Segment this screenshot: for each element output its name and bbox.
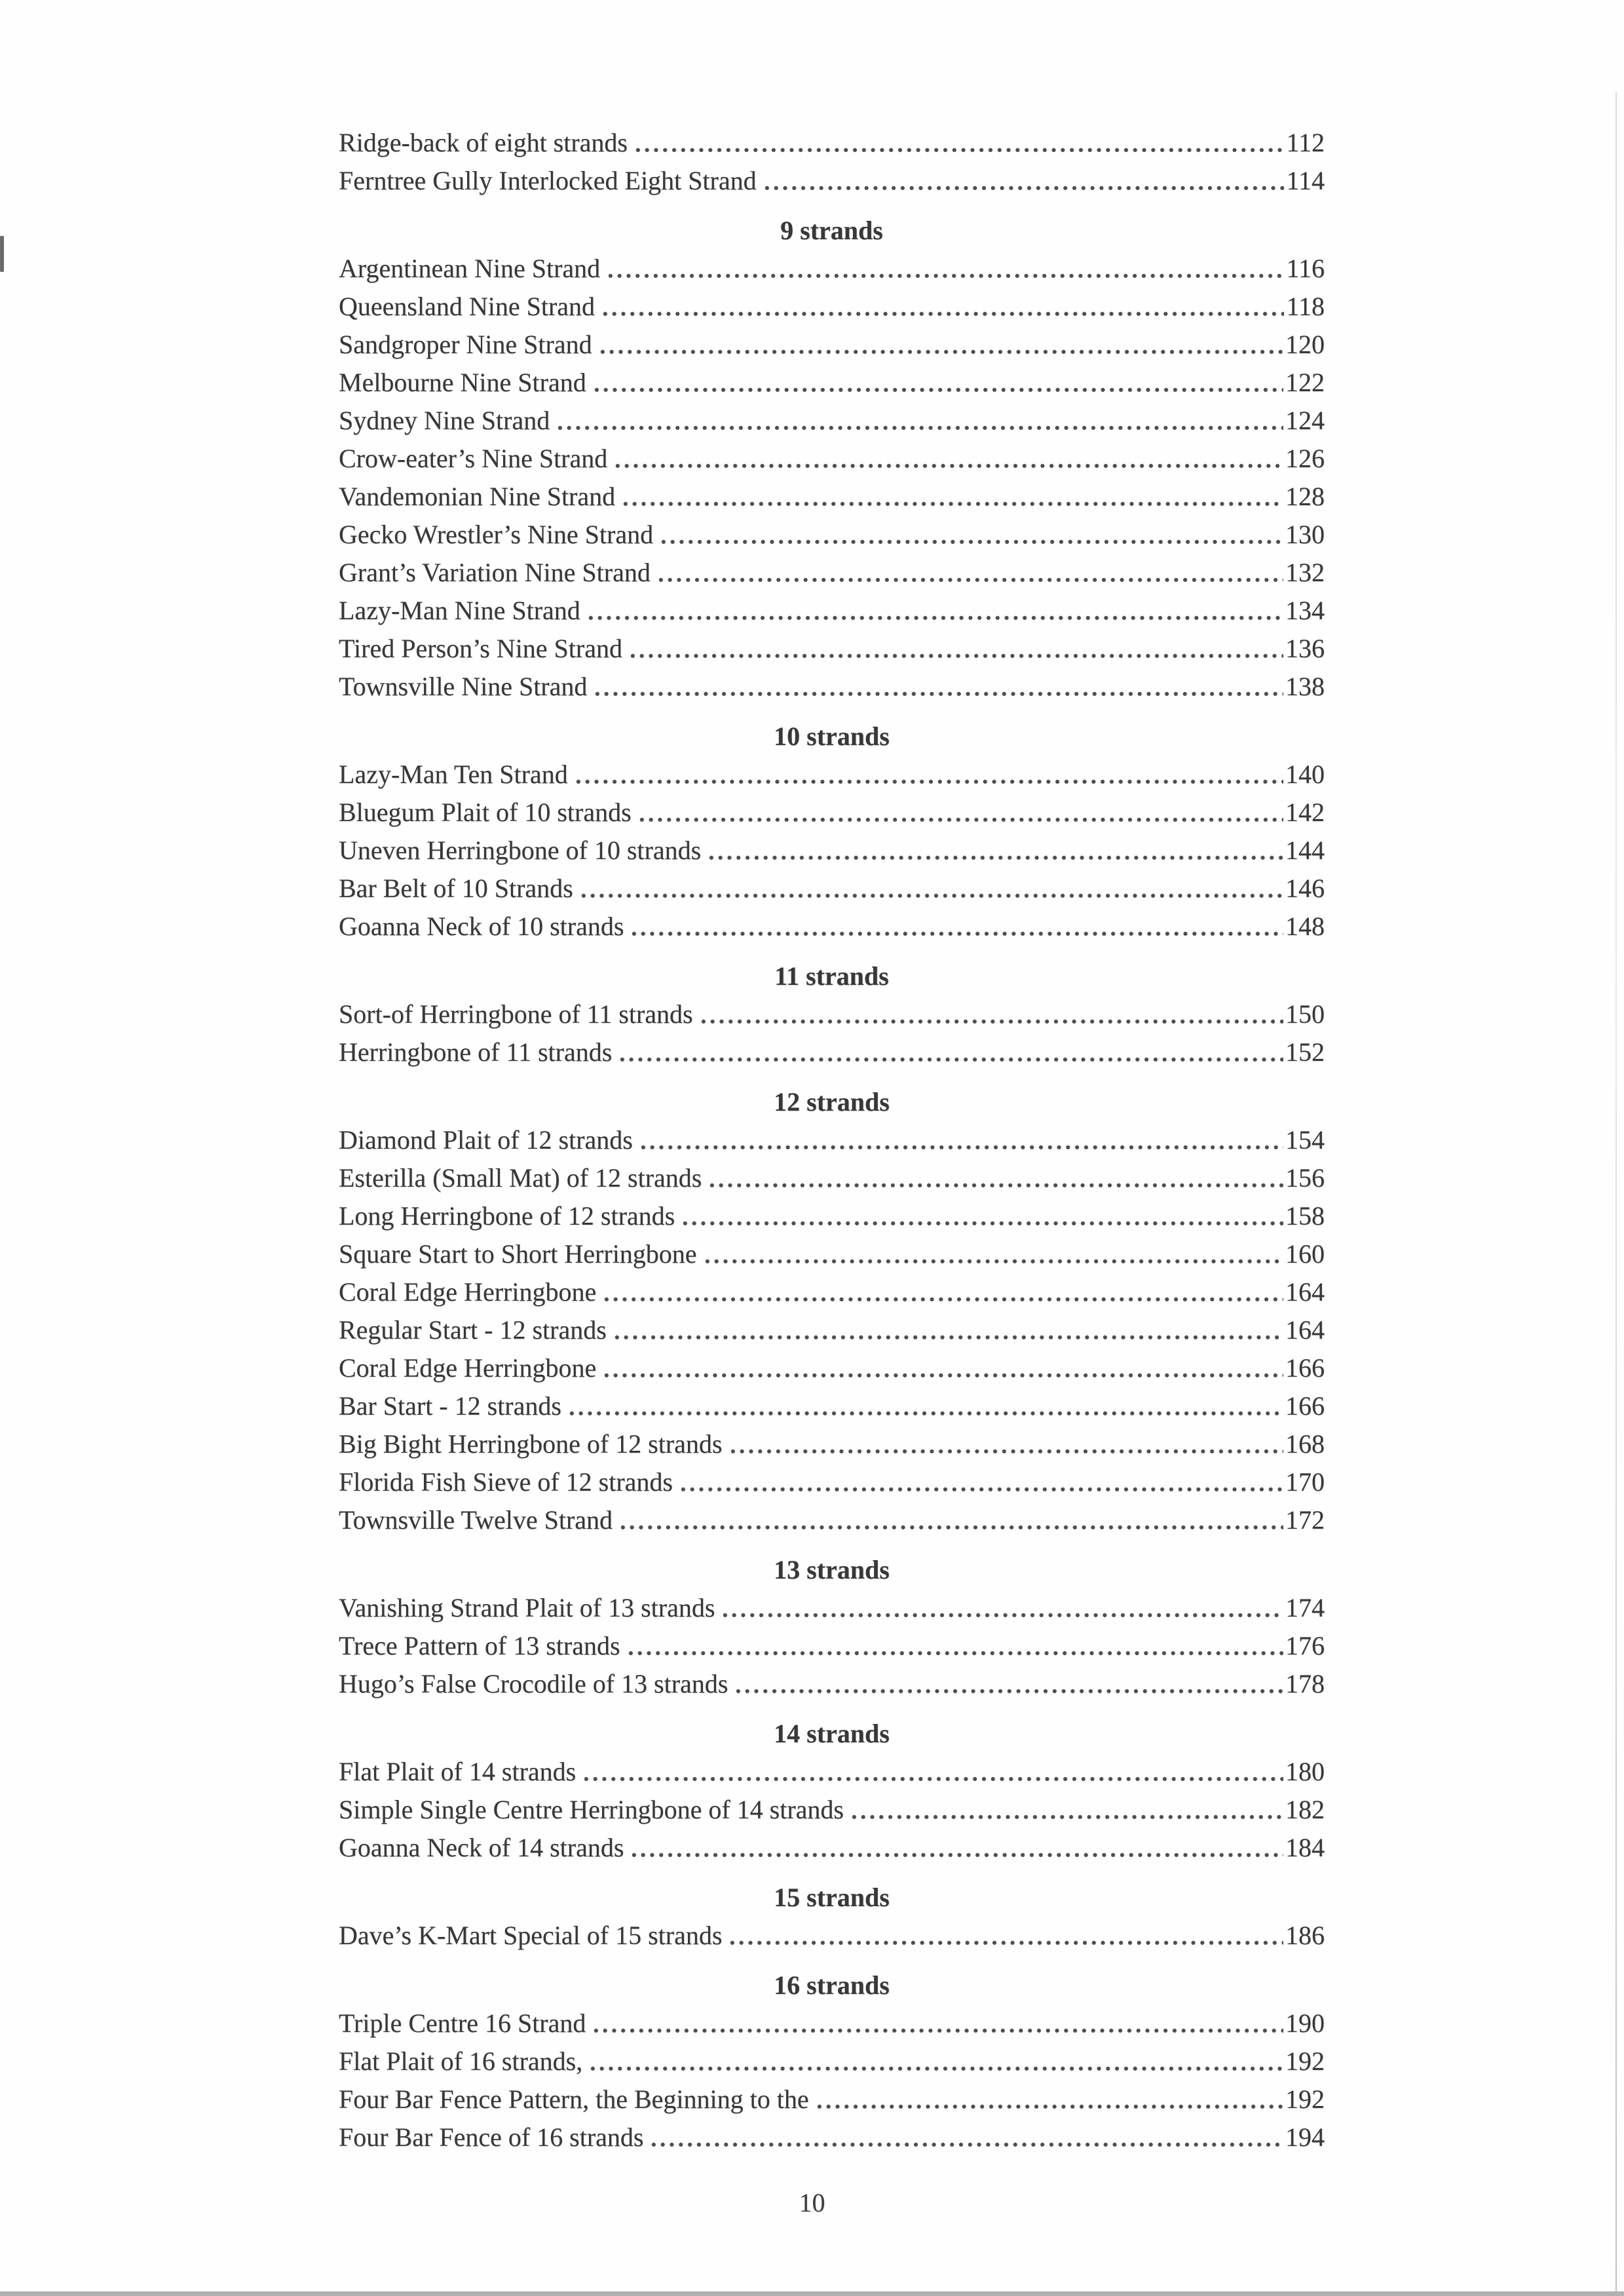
dotted-leader <box>613 462 1283 470</box>
toc-row <box>339 629 1325 667</box>
toc-entry-page: 114 <box>1286 166 1325 195</box>
section-heading: 11 strands <box>774 961 889 991</box>
toc-row <box>339 869 1325 907</box>
toc-row <box>339 1828 1325 1866</box>
toc-entry-title: Lazy-Man Nine Strand <box>339 596 580 625</box>
toc-entry-title: Ferntree Gully Interlocked Eight Strand <box>339 166 757 195</box>
toc-entry-title: Bar Belt of 10 Strands <box>339 873 573 903</box>
toc-entry-title: Big Bight Herringbone of 12 strands <box>339 1429 723 1459</box>
toc-row <box>339 2004 1325 2042</box>
toc-entry-page: 178 <box>1285 1669 1325 1698</box>
dotted-leader <box>602 1295 1283 1303</box>
toc-entry-page: 182 <box>1285 1795 1325 1824</box>
toc-entry-page: 116 <box>1286 254 1325 283</box>
toc-entry-page: 132 <box>1285 558 1325 587</box>
toc-row <box>339 515 1325 553</box>
toc-row <box>339 667 1325 705</box>
toc-row <box>339 1752 1325 1790</box>
toc-entry-page: 118 <box>1286 292 1325 321</box>
toc-entry-page: 192 <box>1285 2046 1325 2076</box>
toc-entry-title: Herringbone of 11 strands <box>339 1037 613 1067</box>
toc-entry-page: 130 <box>1285 520 1325 549</box>
dotted-leader <box>626 1649 1283 1657</box>
toc-entry-page: 152 <box>1285 1037 1325 1067</box>
dotted-leader <box>707 854 1283 862</box>
toc-entry-title: Coral Edge Herringbone <box>339 1277 597 1307</box>
toc-entry-page: 174 <box>1285 1593 1325 1622</box>
toc-entry-title: Townsville Nine Strand <box>339 672 588 701</box>
toc-entry-title: Ridge-back of eight strands <box>339 128 628 157</box>
dotted-leader <box>579 892 1283 900</box>
toc-entry-title: Vandemonian Nine Strand <box>339 482 616 511</box>
toc-row <box>339 2118 1325 2156</box>
toc-row <box>339 553 1325 591</box>
section-heading: 10 strands <box>774 721 890 751</box>
dotted-leader <box>628 652 1283 660</box>
toc-row <box>339 1664 1325 1702</box>
toc-entry-title: Townsville Twelve Strand <box>339 1505 613 1535</box>
toc-entry-title: Trece Pattern of 13 strands <box>339 1631 620 1660</box>
toc-entry-page: 166 <box>1285 1391 1325 1421</box>
toc-entry-page: 170 <box>1285 1467 1325 1497</box>
toc-row <box>339 2042 1325 2080</box>
toc-entry-title: Hugo’s False Crocodile of 13 strands <box>339 1669 728 1698</box>
toc-row <box>339 907 1325 945</box>
toc-entry-page: 140 <box>1285 759 1325 789</box>
toc-entry-page: 184 <box>1285 1833 1325 1862</box>
section-heading: 15 strands <box>774 1883 890 1912</box>
dotted-leader <box>699 1018 1283 1025</box>
toc-entry-title: Bar Start - 12 strands <box>339 1391 561 1421</box>
toc-entry-page: 126 <box>1285 444 1325 473</box>
toc-row <box>339 363 1325 401</box>
dotted-leader <box>850 1813 1283 1821</box>
toc-entry-title: Crow-eater’s Nine Strand <box>339 444 608 473</box>
toc-entry-title: Melbourne Nine Strand <box>339 368 586 397</box>
dotted-leader <box>633 146 1284 154</box>
toc-entry-page: 190 <box>1285 2008 1325 2038</box>
toc-row <box>339 477 1325 515</box>
toc-entry-title: Four Bar Fence Pattern, the Beginning to the <box>339 2084 809 2114</box>
dotted-leader <box>606 272 1284 280</box>
dotted-leader <box>656 576 1283 584</box>
toc-entry-page: 138 <box>1285 672 1325 701</box>
toc-entry-title: Goanna Neck of 10 strands <box>339 911 624 941</box>
toc-entry-page: 134 <box>1285 596 1325 625</box>
dotted-leader <box>567 1409 1283 1417</box>
toc-row <box>339 1916 1325 1954</box>
toc-row <box>339 161 1325 199</box>
toc-entry-title: Regular Start - 12 strands <box>339 1315 607 1345</box>
toc-entry-title: Argentinean Nine Strand <box>339 254 601 283</box>
toc-entry-title: Goanna Neck of 14 strands <box>339 1833 624 1862</box>
toc-row <box>339 249 1325 287</box>
toc-entry-title: Four Bar Fence of 16 strands <box>339 2122 644 2152</box>
toc-row <box>339 1120 1325 1158</box>
dotted-leader <box>703 1257 1283 1265</box>
toc-row <box>339 1588 1325 1626</box>
dotted-leader <box>637 816 1283 824</box>
toc-entry-page: 168 <box>1285 1429 1325 1459</box>
toc-entry-title: Grant’s Variation Nine Strand <box>339 558 651 587</box>
toc-entry-title: Long Herringbone of 12 strands <box>339 1201 675 1231</box>
toc-entry-title: Sort-of Herringbone of 11 strands <box>339 999 693 1029</box>
toc-entry-title: Diamond Plait of 12 strands <box>339 1125 633 1155</box>
toc-entry-title: Triple Centre 16 Strand <box>339 2008 586 2038</box>
dotted-leader <box>593 690 1283 698</box>
toc-entry-title: Flat Plait of 16 strands, <box>339 2046 583 2076</box>
toc-entry-page: 166 <box>1285 1353 1325 1383</box>
dotted-leader <box>721 1611 1283 1619</box>
toc-entry-page: 192 <box>1285 2084 1325 2114</box>
toc-row <box>339 793 1325 831</box>
toc-entry-title: Esterilla (Small Mat) of 12 strands <box>339 1163 702 1193</box>
dotted-leader <box>649 2141 1283 2149</box>
dotted-leader <box>582 1775 1283 1783</box>
dotted-leader <box>618 1523 1283 1531</box>
toc-entry-page: 148 <box>1285 911 1325 941</box>
toc-entry-page: 142 <box>1285 797 1325 827</box>
toc-row <box>339 1033 1325 1071</box>
toc-entry-page: 112 <box>1286 128 1325 157</box>
toc-entry-title: Vanishing Strand Plait of 13 strands <box>339 1593 715 1622</box>
toc-entry-page: 144 <box>1285 835 1325 865</box>
toc-entry-title: Square Start to Short Herringbone <box>339 1239 697 1269</box>
toc-entry-title: Uneven Herringbone of 10 strands <box>339 835 702 865</box>
toc-entry-title: Florida Fish Sieve of 12 strands <box>339 1467 673 1497</box>
toc-row <box>339 1626 1325 1664</box>
toc-entry-page: 150 <box>1285 999 1325 1029</box>
dotted-leader <box>613 1333 1283 1341</box>
toc-entry-page: 176 <box>1285 1631 1325 1660</box>
toc-row <box>339 325 1325 363</box>
toc-entry-title: Tired Person’s Nine Strand <box>339 634 622 663</box>
section-heading: 13 strands <box>774 1555 890 1584</box>
toc-row <box>339 591 1325 629</box>
toc-entry-title: Simple Single Centre Herringbone of 14 strands <box>339 1795 844 1824</box>
toc-entry-title: Lazy-Man Ten Strand <box>339 759 568 789</box>
dotted-leader <box>728 1447 1284 1455</box>
dotted-leader <box>601 310 1284 318</box>
toc-row <box>339 831 1325 869</box>
toc-list <box>339 123 1325 2156</box>
dotted-leader <box>586 614 1283 622</box>
toc-entry-title: Dave’s K-Mart Special of 15 strands <box>339 1921 723 1950</box>
dotted-leader <box>618 1056 1283 1063</box>
dotted-leader <box>588 2065 1283 2073</box>
dotted-leader <box>639 1143 1283 1151</box>
scan-artifact-right <box>1615 92 1617 2296</box>
toc-entry-page: 180 <box>1285 1757 1325 1786</box>
section-heading: 9 strands <box>780 216 883 245</box>
dotted-leader <box>592 2027 1283 2035</box>
dotted-leader <box>734 1687 1283 1695</box>
toc-entry-page: 158 <box>1285 1201 1325 1231</box>
toc-row <box>339 1311 1325 1349</box>
toc-entry-page: 124 <box>1285 406 1325 435</box>
toc-row <box>339 1425 1325 1463</box>
toc-entry-title: Queensland Nine Strand <box>339 292 595 321</box>
dotted-leader <box>708 1181 1283 1189</box>
toc-entry-page: 160 <box>1285 1239 1325 1269</box>
dotted-leader <box>681 1219 1283 1227</box>
toc-row <box>339 995 1325 1033</box>
toc-row <box>339 401 1325 439</box>
toc-row <box>339 1234 1325 1272</box>
footer-page-number: 10 <box>799 2188 825 2217</box>
toc-entry-title: Gecko Wrestler’s Nine Strand <box>339 520 654 549</box>
toc-row <box>339 1349 1325 1387</box>
dotted-leader <box>659 538 1283 546</box>
dotted-leader <box>602 1371 1283 1379</box>
dotted-leader <box>630 930 1283 938</box>
scan-artifact-bottom <box>0 2291 1624 2296</box>
dotted-leader <box>592 386 1283 394</box>
toc-row <box>339 2080 1325 2118</box>
toc-row <box>339 1196 1325 1234</box>
toc-row <box>339 1272 1325 1311</box>
toc-entry-page: 194 <box>1285 2122 1325 2152</box>
toc-row <box>339 1387 1325 1425</box>
dotted-leader <box>574 778 1283 786</box>
toc-entry-page: 154 <box>1285 1125 1325 1155</box>
toc-entry-page: 120 <box>1285 330 1325 359</box>
toc-entry-title: Flat Plait of 14 strands <box>339 1757 576 1786</box>
dotted-leader <box>621 500 1283 508</box>
toc-row <box>339 755 1325 793</box>
dotted-leader <box>763 184 1285 192</box>
section-heading: 14 strands <box>774 1719 890 1748</box>
toc-entry-page: 164 <box>1285 1277 1325 1307</box>
toc-row <box>339 1158 1325 1196</box>
dotted-leader <box>815 2103 1283 2111</box>
toc-entry-title: Sandgroper Nine Strand <box>339 330 592 359</box>
toc-entry-title: Sydney Nine Strand <box>339 406 550 435</box>
section-heading: 16 strands <box>774 1970 890 2000</box>
toc-entry-title: Coral Edge Herringbone <box>339 1353 597 1383</box>
toc-row <box>339 123 1325 161</box>
toc-row <box>339 1790 1325 1828</box>
toc-row <box>339 439 1325 477</box>
toc-entry-title: Bluegum Plait of 10 strands <box>339 797 632 827</box>
toc-entry-page: 136 <box>1285 634 1325 663</box>
section-heading: 12 strands <box>774 1087 890 1117</box>
toc-entry-page: 156 <box>1285 1163 1325 1193</box>
toc-entry-page: 128 <box>1285 482 1325 511</box>
toc-row <box>339 1501 1325 1539</box>
dotted-leader <box>679 1485 1283 1493</box>
toc-entry-page: 186 <box>1285 1921 1325 1950</box>
toc-entry-page: 122 <box>1285 368 1325 397</box>
dotted-leader <box>630 1851 1283 1859</box>
dotted-leader <box>598 348 1283 356</box>
toc-entry-page: 172 <box>1285 1505 1325 1535</box>
scan-artifact-left <box>0 236 4 272</box>
toc-entry-page: 164 <box>1285 1315 1325 1345</box>
toc-row <box>339 1463 1325 1501</box>
dotted-leader <box>556 424 1283 432</box>
toc-row <box>339 287 1325 325</box>
toc-entry-page: 146 <box>1285 873 1325 903</box>
dotted-leader <box>728 1939 1283 1947</box>
